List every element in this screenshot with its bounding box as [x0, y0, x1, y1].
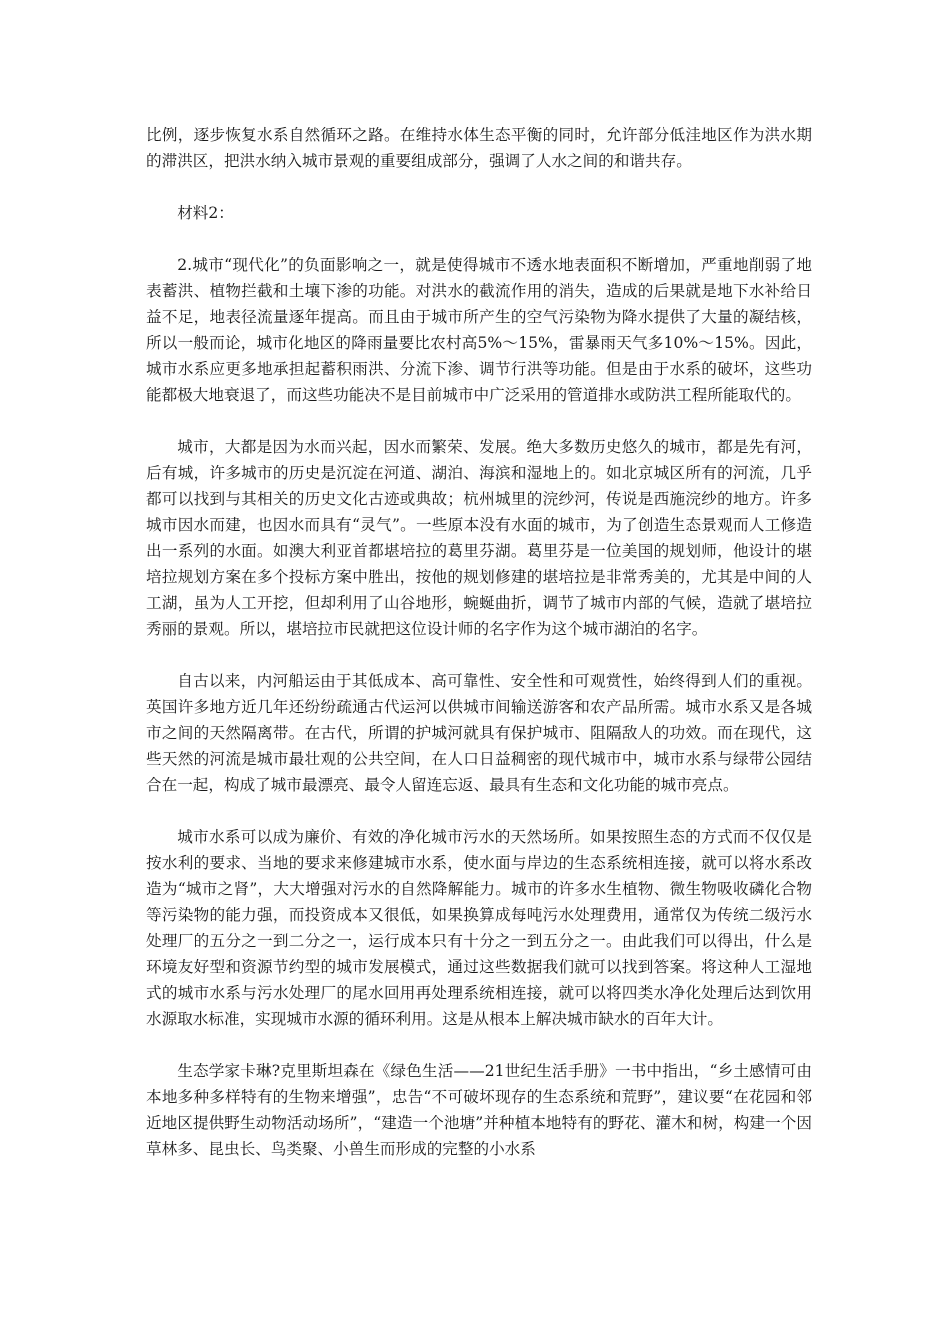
document-body [146, 122, 812, 1162]
paragraph: 城市水系可以成为廉价、有效的净化城市污水的天然场所。如果按照生态的方式而不仅仅是按水利的要求、当地的要求来修建城市水系，使水面与岸边的生态系统相连接，就可以将水系改造为“城市之肾”，大大增强对污水的自然降解能力。城市的许多水生植物、微生物吸收磷化合物等污染物的能力强，而投资成本又很低，如果换算成每吨污水处理费用，通常仅为传统二级污水处理厂的五分之一到二分之一，运行成本只有十分之一到五分之一。由此我们可以得出，什么是环境友好型和资源节约型的城市发展模式，通过这些数据我们就可以找到答案。将这种人工湿地式的城市水系与污水处理厂的尾水回用再处理系统相连接，就可以将四类水净化处理后达到饮用水源取水标准，实现城市水源的循环利用。这是从根本上解决城市缺水的百年大计。 [146, 828, 812, 1028]
material-heading: 材料2： [177, 204, 234, 222]
paragraph-continuation: 比例，逐步恢复水系自然循环之路。在维持水体生态平衡的同时，允许部分低洼地区作为洪水期的滞洪区，把洪水纳入城市景观的重要组成部分，强调了人水之间的和谐共存。 [146, 126, 812, 170]
paragraph: 2.城市“现代化”的负面影响之一，就是使得城市不透水地表面积不断增加，严重地削弱了地表蓄洪、植物拦截和土壤下渗的功能。对洪水的截流作用的消失，造成的后果就是地下水补给日益不足，地表径流量逐年提高。而且由于城市所产生的空气污染物为降水提供了大量的凝结核，所以一般而论，城市化地区的降雨量要比农村高5%～15%，雷暴雨天气多10%～15%。因此，城市水系应更多地承担起蓄积雨洪、分流下渗、调节行洪等功能。但是由于水系的破坏，这些功能都极大地衰退了，而这些功能决不是目前城市中广泛采用的管道排水或防洪工程所能取代的。 [146, 256, 812, 404]
paragraph: 城市，大都是因为水而兴起，因水而繁荣、发展。绝大多数历史悠久的城市，都是先有河，后有城，许多城市的历史是沉淀在河道、湖泊、海滨和湿地上的。如北京城区所有的河流，几乎都可以找到与其相关的历史文化古迹或典故；杭州城里的浣纱河，传说是西施浣纱的地方。许多城市因水而建，也因水而具有“灵气”。一些原本没有水面的城市，为了创造生态景观而人工修造出一系列的水面。如澳大利亚首都堪培拉的葛里芬湖。葛里芬是一位美国的规划师，他设计的堪培拉规划方案在多个投标方案中胜出，按他的规划修建的堪培拉是非常秀美的，尤其是中间的人工湖，虽为人工开挖，但却利用了山谷地形，蜿蜒曲折，调节了城市内部的气候，造就了堪培拉秀丽的景观。所以，堪培拉市民就把这位设计师的名字作为这个城市湖泊的名字。 [146, 438, 812, 638]
paragraph: 生态学家卡琳?克里斯坦森在《绿色生活——21世纪生活手册》一书中指出，“乡土感情可由本地多种多样特有的生物来增强”，忠告“不可破坏现存的生态系统和荒野”，建议要“在花园和邻近地区提供野生动物活动场所”，“建造一个池塘”并种植本地特有的野花、灌木和树，构建一个因草林多、昆虫长、鸟类聚、小兽生而形成的完整的小水系 [146, 1062, 812, 1158]
paragraph: 自古以来，内河船运由于其低成本、高可靠性、安全性和可观赏性，始终得到人们的重视。英国许多地方近几年还纷纷疏通古代运河以供城市间输送游客和农产品所需。城市水系又是各城市之间的天然隔离带。在古代，所谓的护城河就具有保护城市、阻隔敌人的功效。而在现代，这些天然的河流是城市最壮观的公共空间，在人口日益稠密的现代城市中，城市水系与绿带公园结合在一起，构成了城市最漂亮、最令人留连忘返、最具有生态和文化功能的城市亮点。 [146, 672, 812, 794]
